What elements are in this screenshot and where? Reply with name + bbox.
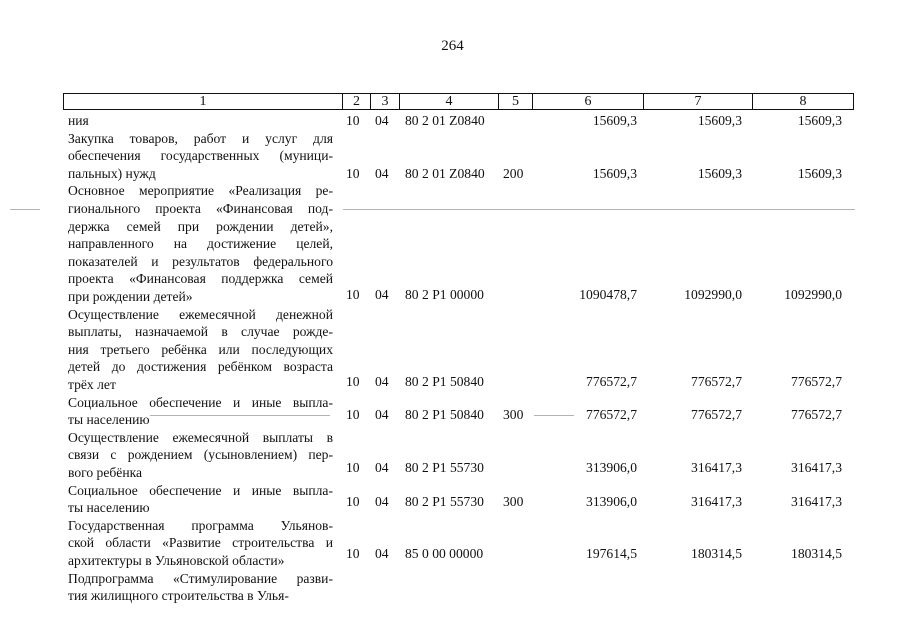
scan-artifact-line — [150, 415, 330, 416]
description-line: держка семей при рождении детей», — [68, 218, 333, 234]
description-line: пальных) нужд — [68, 165, 156, 181]
cell-c2: 10 — [346, 166, 360, 181]
header-col-6: 6 — [532, 94, 643, 109]
description-line: архитектуры в Ульяновской области» — [68, 552, 285, 568]
cell-c8: 316417,3 — [791, 494, 842, 509]
cell-c3: 04 — [375, 113, 389, 128]
cell-c7: 180314,5 — [691, 546, 742, 561]
cell-c3: 04 — [375, 546, 389, 561]
description-line: Социальное обеспечение и иные выпла- — [68, 394, 333, 410]
cell-c6: 197614,5 — [586, 546, 637, 561]
cell-c4: 80 2 P1 50840 — [405, 374, 484, 389]
row-description — [68, 182, 333, 305]
cell-c5: 300 — [503, 494, 524, 509]
description-line: ты населению — [68, 500, 150, 516]
description-line: ты населению — [68, 412, 150, 428]
cell-c6: 15609,3 — [592, 166, 637, 181]
cell-c6: 313906,0 — [586, 460, 637, 475]
description-line: показателей и результатов федерального — [68, 253, 333, 269]
row-description — [68, 517, 333, 570]
cell-c8: 15609,3 — [797, 113, 842, 128]
description-line: обеспечения государственных (муници- — [68, 148, 333, 164]
description-line: Осуществление ежемесячной денежной — [68, 306, 333, 322]
description-line: вого ребёнка — [68, 464, 143, 480]
scan-artifact-line — [10, 209, 40, 210]
cell-c2: 10 — [346, 407, 360, 422]
cell-c4: 80 2 P1 50840 — [405, 407, 484, 422]
description-line: Подпрограмма «Стимулирование разви- — [68, 570, 333, 586]
cell-c7: 316417,3 — [691, 494, 742, 509]
cell-c7: 776572,7 — [691, 374, 742, 389]
cell-c7: 776572,7 — [691, 407, 742, 422]
header-col-8: 8 — [752, 94, 853, 109]
cell-c8: 776572,7 — [791, 374, 842, 389]
row-description — [68, 429, 333, 482]
description-line: связи с рождением (усыновлением) пер- — [68, 447, 333, 463]
cell-c8: 316417,3 — [791, 460, 842, 475]
table-header — [63, 93, 854, 110]
description-line: ния третьего ребёнка или последующих — [68, 341, 333, 357]
cell-c2: 10 — [346, 113, 360, 128]
description-line: при рождении детей» — [68, 288, 193, 304]
description-line: детей до достижения ребёнком возраста — [68, 359, 333, 375]
description-line: Основное мероприятие «Реализация ре- — [68, 183, 333, 199]
page-number: 264 — [441, 38, 464, 54]
scan-artifact-line — [534, 415, 574, 416]
row-description — [68, 112, 333, 130]
cell-c4: 85 0 00 00000 — [405, 546, 484, 561]
header-col-7: 7 — [643, 94, 752, 109]
description-line: тия жилищного строительства в Улья- — [68, 588, 289, 604]
cell-c3: 04 — [375, 374, 389, 389]
description-line: Осуществление ежемесячной выплаты в — [68, 429, 333, 445]
cell-c4: 80 2 P1 00000 — [405, 287, 484, 302]
cell-c6: 313906,0 — [586, 494, 637, 509]
header-col-2: 2 — [342, 94, 370, 109]
cell-c3: 04 — [375, 460, 389, 475]
header-col-3: 3 — [370, 94, 399, 109]
cell-c5: 300 — [503, 407, 524, 422]
cell-c8: 1092990,0 — [784, 287, 842, 302]
cell-c3: 04 — [375, 407, 389, 422]
cell-c8: 180314,5 — [791, 546, 842, 561]
cell-c6: 776572,7 — [586, 407, 637, 422]
scan-artifact-line — [343, 209, 855, 210]
cell-c4: 80 2 P1 55730 — [405, 494, 484, 509]
description-line: Социальное обеспечение и иные выпла- — [68, 482, 333, 498]
cell-c8: 776572,7 — [791, 407, 842, 422]
cell-c7: 316417,3 — [691, 460, 742, 475]
cell-c3: 04 — [375, 287, 389, 302]
header-col-5: 5 — [498, 94, 532, 109]
cell-c6: 15609,3 — [592, 113, 637, 128]
header-col-4: 4 — [399, 94, 498, 109]
description-line: направленного на достижение целей, — [68, 236, 333, 252]
cell-c6: 776572,7 — [586, 374, 637, 389]
cell-c3: 04 — [375, 166, 389, 181]
cell-c4: 80 2 P1 55730 — [405, 460, 484, 475]
cell-c7: 1092990,0 — [684, 287, 742, 302]
cell-c6: 1090478,7 — [579, 287, 637, 302]
row-description — [68, 570, 333, 605]
row-description — [68, 482, 333, 517]
description-line: трёх лет — [68, 376, 116, 392]
row-description — [68, 130, 333, 183]
cell-c7: 15609,3 — [697, 113, 742, 128]
description-line: выплаты, назначаемой в случае рожде- — [68, 324, 333, 340]
description-line: проекта «Финансовая поддержка семей — [68, 271, 333, 287]
cell-c5: 200 — [503, 166, 524, 181]
description-line: гионального проекта «Финансовая под- — [68, 200, 333, 216]
cell-c2: 10 — [346, 460, 360, 475]
description-line: Закупка товаров, работ и услуг для — [68, 130, 333, 146]
header-col-1: 1 — [199, 94, 207, 109]
description-line: ния — [68, 113, 89, 128]
cell-c4: 80 2 01 Z0840 — [405, 166, 485, 181]
cell-c7: 15609,3 — [697, 166, 742, 181]
row-description — [68, 306, 333, 394]
cell-c4: 80 2 01 Z0840 — [405, 113, 485, 128]
cell-c2: 10 — [346, 494, 360, 509]
cell-c2: 10 — [346, 287, 360, 302]
description-line: Государственная программа Ульянов- — [68, 517, 333, 533]
cell-c2: 10 — [346, 546, 360, 561]
cell-c3: 04 — [375, 494, 389, 509]
cell-c8: 15609,3 — [797, 166, 842, 181]
row-description — [68, 394, 333, 429]
description-line: ской области «Развитие строительства и — [68, 535, 333, 551]
cell-c2: 10 — [346, 374, 360, 389]
